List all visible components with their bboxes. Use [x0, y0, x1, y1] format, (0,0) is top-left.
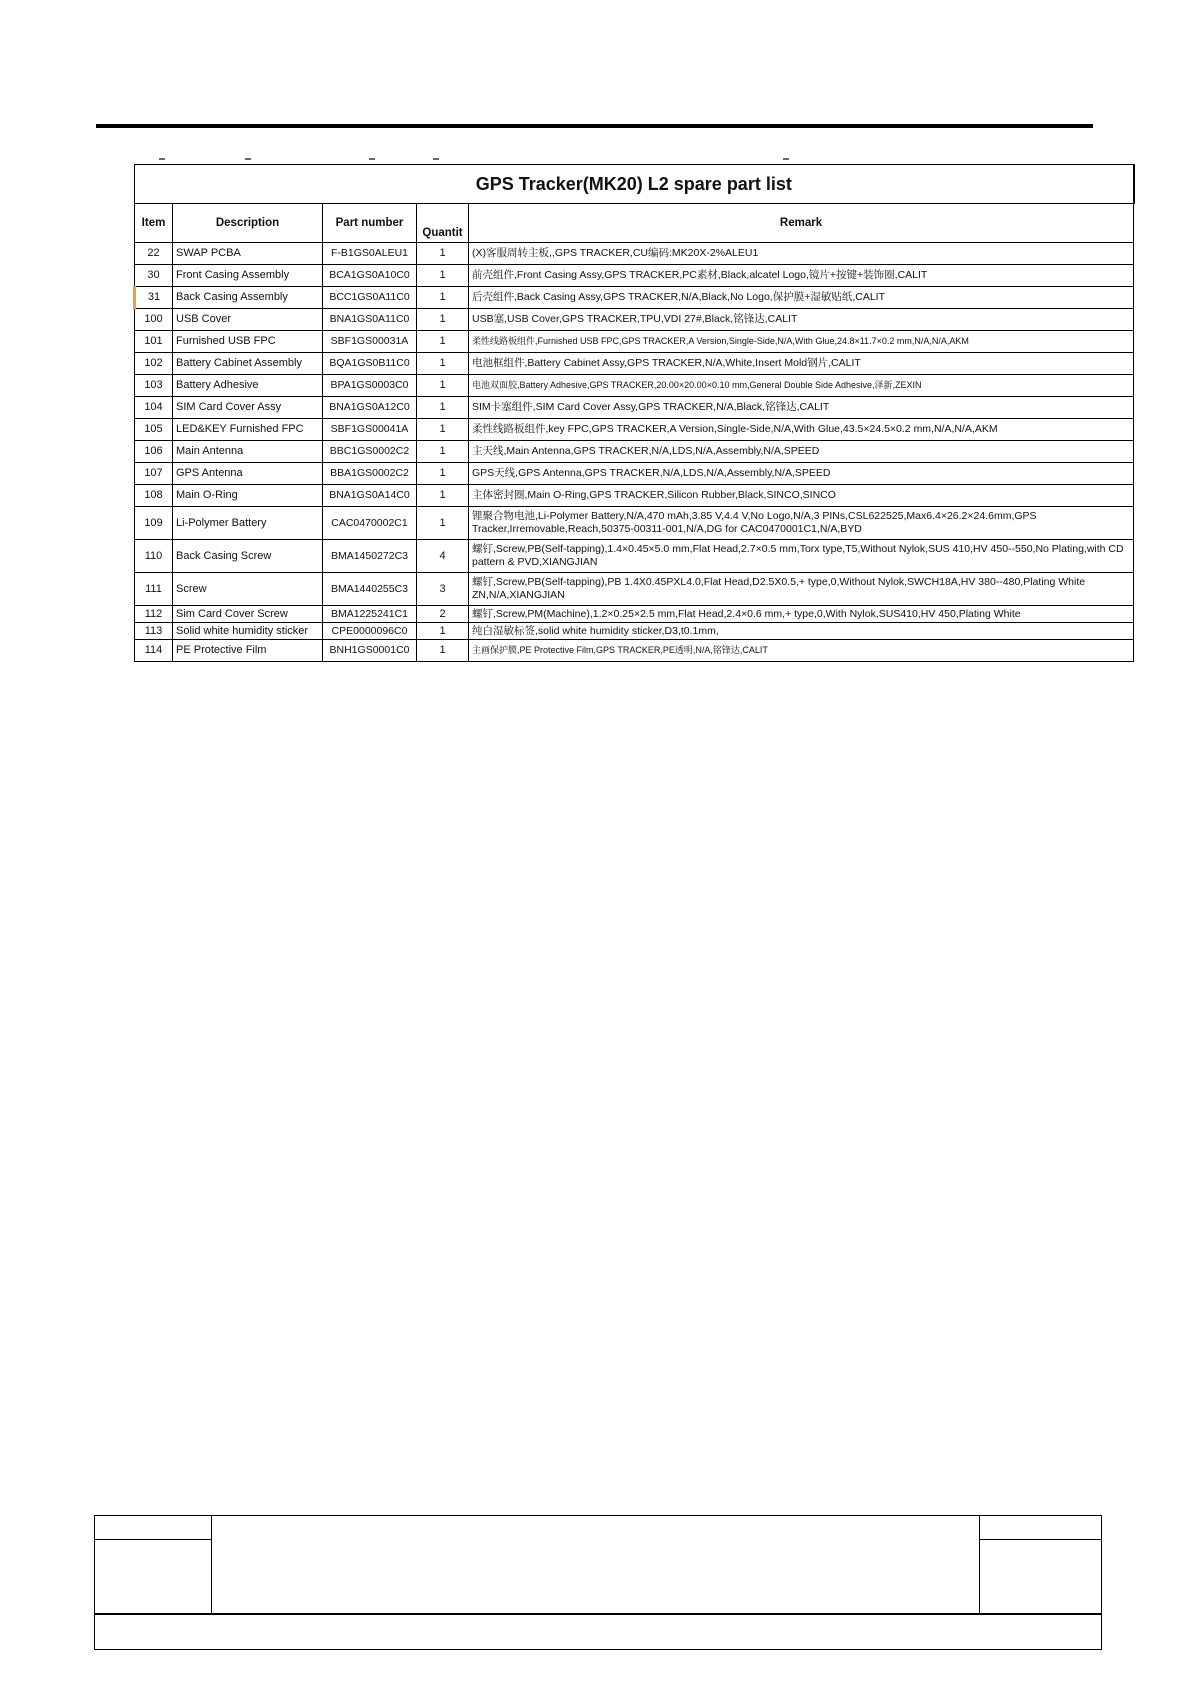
- cell-part-number: CPE0000096C0: [323, 623, 417, 640]
- cell-description: Main Antenna: [173, 441, 323, 463]
- cell-qty: 1: [417, 375, 469, 397]
- cell-part-number: BCA1GS0A10C0: [323, 265, 417, 287]
- cell-part-number: BBC1GS0002C2: [323, 441, 417, 463]
- cell-remark: 后壳组件,Back Casing Assy,GPS TRACKER,N/A,Black,No Logo,保护膜+湿敏贴纸,CALIT: [469, 287, 1134, 309]
- table-row: [135, 243, 1134, 265]
- cell-description: Main O-Ring: [173, 485, 323, 507]
- cell-qty: 1: [417, 287, 469, 309]
- cell-description: Furnished USB FPC: [173, 331, 323, 353]
- table-row: [135, 441, 1134, 463]
- table-row: [135, 287, 1134, 309]
- cell-description: Sim Card Cover Screw: [173, 606, 323, 623]
- spare-part-table: [133, 164, 1135, 662]
- cell-qty: 1: [417, 353, 469, 375]
- cell-part-number: BPA1GS0003C0: [323, 375, 417, 397]
- cell-part-number: BCC1GS0A11C0: [323, 287, 417, 309]
- header-rule: [96, 124, 1093, 128]
- cell-description: USB Cover: [173, 309, 323, 331]
- header-part-number: Part number: [323, 204, 417, 243]
- footer-cell-right-bottom: [979, 1540, 1101, 1613]
- table-row: [135, 507, 1134, 540]
- cell-qty: 1: [417, 243, 469, 265]
- cell-item: 31: [135, 287, 173, 309]
- cell-qty: 4: [417, 540, 469, 573]
- table-row: [135, 485, 1134, 507]
- cell-qty: 1: [417, 441, 469, 463]
- cell-remark: SIM卡塞组件,SIM Card Cover Assy,GPS TRACKER,N/A,Black,铭锋达,CALIT: [469, 397, 1134, 419]
- cell-remark: GPS天线,GPS Antenna,GPS TRACKER,N/A,LDS,N/A,Assembly,N/A,SPEED: [469, 463, 1134, 485]
- table-row: [135, 309, 1134, 331]
- cell-remark: 前壳组件,Front Casing Assy,GPS TRACKER,PC素材,Black,alcatel Logo,镜片+按键+装饰圈,CALIT: [469, 265, 1134, 287]
- cell-item: 22: [135, 243, 173, 265]
- cell-part-number: CAC0470002C1: [323, 507, 417, 540]
- cell-item: 100: [135, 309, 173, 331]
- cell-part-number: BNA1GS0A11C0: [323, 309, 417, 331]
- cell-remark: 螺钉,Screw,PB(Self-tapping),PB 1.4X0.45PXL4.0,Flat Head,D2.5X0.5,+ type,0,Without Nylok,SWCH18A,HV 380--480,Plating White ZN,N/A,XIANGJIAN: [469, 573, 1134, 606]
- header-remark: Remark: [469, 204, 1134, 243]
- table-header-row: [135, 204, 1134, 243]
- cell-qty: 1: [417, 640, 469, 662]
- cell-remark: (X)客服周转主板,,GPS TRACKER,CU编码:MK20X-2%ALEU1: [469, 243, 1134, 265]
- cell-description: Back Casing Assembly: [173, 287, 323, 309]
- cell-part-number: F-B1GS0ALEU1: [323, 243, 417, 265]
- header-description: Description: [173, 204, 323, 243]
- table-row: [135, 573, 1134, 606]
- cell-item: 102: [135, 353, 173, 375]
- cell-item: 110: [135, 540, 173, 573]
- cell-remark: 柔性线路板组件,key FPC,GPS TRACKER,A Version,Single-Side,N/A,With Glue,43.5×24.5×0.2 mm,N/A,N/A,AKM: [469, 419, 1134, 441]
- cell-part-number: BQA1GS0B11C0: [323, 353, 417, 375]
- table-title: GPS Tracker(MK20) L2 spare part list: [135, 165, 1134, 204]
- cell-item: 112: [135, 606, 173, 623]
- table-row: [135, 331, 1134, 353]
- cell-remark: 纯白湿敏标签,solid white humidity sticker,D3,t0.1mm,: [469, 623, 1134, 640]
- table-row: [135, 419, 1134, 441]
- cell-qty: 2: [417, 606, 469, 623]
- cell-qty: 1: [417, 331, 469, 353]
- cell-item: 106: [135, 441, 173, 463]
- cell-description: LED&KEY Furnished FPC: [173, 419, 323, 441]
- cell-qty: 1: [417, 623, 469, 640]
- cell-remark: 主天线,Main Antenna,GPS TRACKER,N/A,LDS,N/A,Assembly,N/A,SPEED: [469, 441, 1134, 463]
- cell-item: 113: [135, 623, 173, 640]
- header-item: Item: [135, 204, 173, 243]
- cell-qty: 3: [417, 573, 469, 606]
- cell-item: 109: [135, 507, 173, 540]
- cell-part-number: BMA1440255C3: [323, 573, 417, 606]
- cell-remark: USB塞,USB Cover,GPS TRACKER,TPU,VDI 27#,Black,铭锋达,CALIT: [469, 309, 1134, 331]
- cell-item: 107: [135, 463, 173, 485]
- footer-title-block: [94, 1515, 1102, 1650]
- table-row: [135, 397, 1134, 419]
- cell-item: 108: [135, 485, 173, 507]
- footer-cell-left-top: [95, 1516, 212, 1540]
- cell-remark: 柔性线路板组件,Furnished USB FPC,GPS TRACKER,A Version,Single-Side,N/A,With Glue,24.8×11.7×0.2 mm,N/A,N/A,AKM: [469, 331, 1134, 353]
- cell-part-number: SBF1GS00041A: [323, 419, 417, 441]
- cell-qty: 1: [417, 309, 469, 331]
- cell-part-number: BNA1GS0A12C0: [323, 397, 417, 419]
- cell-description: SIM Card Cover Assy: [173, 397, 323, 419]
- cell-description: Back Casing Screw: [173, 540, 323, 573]
- cell-part-number: BNA1GS0A14C0: [323, 485, 417, 507]
- cell-qty: 1: [417, 507, 469, 540]
- cell-item: 101: [135, 331, 173, 353]
- cell-remark: 螺钉,Screw,PM(Machine),1.2×0.25×2.5 mm,Flat Head,2.4×0.6 mm,+ type,0,With Nylok,SUS410,HV 450,Plating White: [469, 606, 1134, 623]
- cell-item: 104: [135, 397, 173, 419]
- cell-item: 114: [135, 640, 173, 662]
- cell-part-number: SBF1GS00031A: [323, 331, 417, 353]
- table-row: [135, 606, 1134, 623]
- footer-cell-right-top: [979, 1516, 1101, 1540]
- cell-item: 103: [135, 375, 173, 397]
- spare-part-sheet: [133, 164, 1132, 662]
- cell-description: PE Protective Film: [173, 640, 323, 662]
- table-row: [135, 463, 1134, 485]
- table-row: [135, 353, 1134, 375]
- cell-description: Battery Cabinet Assembly: [173, 353, 323, 375]
- cell-remark: 主体密封圈,Main O-Ring,GPS TRACKER,Silicon Rubber,Black,SINCO,SINCO: [469, 485, 1134, 507]
- table-row: [135, 623, 1134, 640]
- footer-cell-left-bottom: [95, 1540, 212, 1613]
- cell-qty: 1: [417, 397, 469, 419]
- cell-part-number: BMA1225241C1: [323, 606, 417, 623]
- header-quantity: Quantit: [417, 204, 469, 243]
- cell-description: Li-Polymer Battery: [173, 507, 323, 540]
- cell-part-number: BBA1GS0002C2: [323, 463, 417, 485]
- cell-part-number: BNH1GS0001C0: [323, 640, 417, 662]
- cell-remark: 锂聚合物电池,Li-Polymer Battery,N/A,470 mAh,3.85 V,4.4 V,No Logo,N/A,3 PINs,CSL622525,Max6.4×26.2×24.6mm,GPS Tracker,Irremovable,Reach,50375-00311-001,N/A,DG for CAC0470001C1,N/A,BYD: [469, 507, 1134, 540]
- cell-description: GPS Antenna: [173, 463, 323, 485]
- cell-remark: 电池双面胶,Battery Adhesive,GPS TRACKER,20.00×20.00×0.10 mm,General Double Side Adhesive,泽新,ZEXIN: [469, 375, 1134, 397]
- cell-item: 111: [135, 573, 173, 606]
- footer-divider: [95, 1613, 1101, 1615]
- table-row: [135, 375, 1134, 397]
- cell-description: Screw: [173, 573, 323, 606]
- cell-qty: 1: [417, 265, 469, 287]
- cell-description: Battery Adhesive: [173, 375, 323, 397]
- cell-qty: 1: [417, 485, 469, 507]
- cell-item: 30: [135, 265, 173, 287]
- cell-qty: 1: [417, 463, 469, 485]
- cell-part-number: BMA1450272C3: [323, 540, 417, 573]
- table-row: [135, 265, 1134, 287]
- table-row: [135, 540, 1134, 573]
- cell-description: Solid white humidity sticker: [173, 623, 323, 640]
- table-row: [135, 640, 1134, 662]
- cell-qty: 1: [417, 419, 469, 441]
- cell-description: SWAP PCBA: [173, 243, 323, 265]
- cell-description: Front Casing Assembly: [173, 265, 323, 287]
- cell-remark: 螺钉,Screw,PB(Self-tapping),1.4×0.45×5.0 mm,Flat Head,2.7×0.5 mm,Torx type,T5,Without Nylok,SUS 410,HV 450--550,No Plating,with CD pattern & PVD,XIANGJIAN: [469, 540, 1134, 573]
- table-title-row: [135, 165, 1134, 204]
- cell-remark: 电池框组件,Battery Cabinet Assy,GPS TRACKER,N/A,White,Insert Mold钢片,CALIT: [469, 353, 1134, 375]
- cell-remark: 主画保护膜,PE Protective Film,GPS TRACKER,PE透明,N/A,铭锋达,CALIT: [469, 640, 1134, 662]
- cell-item: 105: [135, 419, 173, 441]
